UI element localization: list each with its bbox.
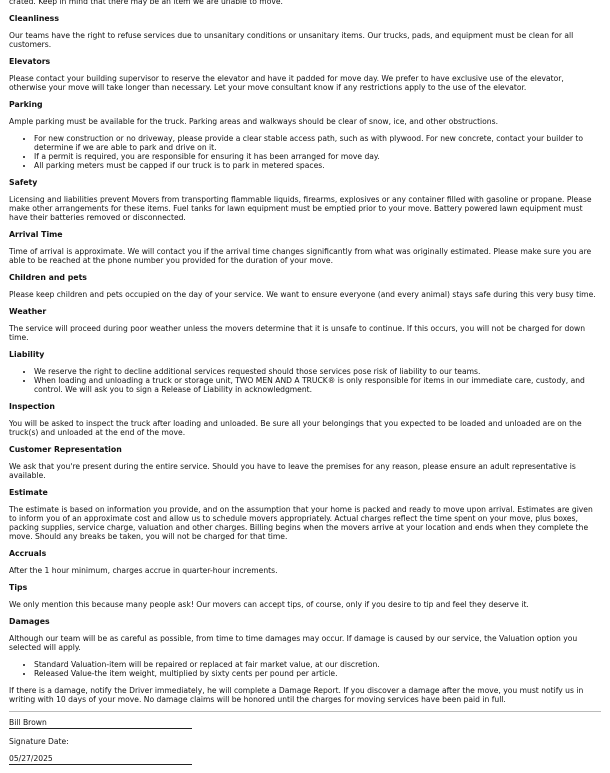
parking-list (9, 134, 601, 170)
list-item: • If a permit is required, you are responsible for ensuring it has been arranged for move day. (34, 152, 601, 161)
signature-date-label: Signature Date: (9, 737, 69, 746)
section-title-estimate: Estimate (9, 488, 48, 497)
damages-note: If there is a damage, notify the Driver immediately, he will complete a Damage Report. If you discover a damage after the move, you must notify us in writing with 10 days of your move. No damage claims will be honored until the charges for moving services have been paid in full. (9, 686, 584, 704)
list-item: • Standard Valuation-item will be repaired or replaced at fair market value, at our discretion. (34, 660, 601, 669)
list-item: • For new construction or no driveway, please provide a clear stable access path, such as with plywood. For new concrete, contact your builder to determine if we are able to park and drive on it. (34, 134, 601, 152)
section-title-damages: Damages (9, 617, 50, 626)
list-item: • All parking meters must be capped if our truck is to park in metered spaces. (34, 161, 601, 170)
liability-list (9, 367, 601, 394)
section-text-parking: Ample parking must be available for the truck. Parking areas and walkways should be clear of snow, ice, and other obstructions. (9, 117, 498, 126)
section-text-customer-representation: We ask that you're present during the entire service. Should you have to leave the premises for any reason, please ensure an adult representative is available. (9, 462, 576, 480)
signature-date: 05/27/2025 (9, 754, 192, 765)
section-text-cleanliness: Our teams have the right to refuse services due to unsanitary conditions or unsanitary items. Our trucks, pads, and equipment must be clean for all customers. (9, 31, 574, 49)
section-title-tips: Tips (9, 583, 28, 592)
section-title-children-pets: Children and pets (9, 273, 87, 282)
section-text-weather: The service will proceed during poor weather unless the movers determine that it is unsafe to continue. If this occurs, you will not be charged for down time. (9, 324, 586, 342)
divider (9, 711, 601, 712)
section-title-arrival-time: Arrival Time (9, 230, 63, 239)
section-title-parking: Parking (9, 100, 43, 109)
signature-name: Bill Brown (9, 718, 192, 729)
section-title-cleanliness: Cleanliness (9, 14, 59, 23)
section-text-inspection: You will be asked to inspect the truck after loading and unloaded. Be sure all your belongings that you expected to be loaded and unloaded are on the truck(s) and unloaded at the end of the move. (9, 419, 582, 437)
terms-content (9, 0, 601, 773)
section-title-customer-representation: Customer Representation (9, 445, 122, 454)
section-text-damages: Although our team will be as careful as possible, from time to time damages may occur. If damage is caused by our service, the Valuation option you selected will apply. (9, 634, 578, 652)
section-title-inspection: Inspection (9, 402, 55, 411)
section-text-estimate: The estimate is based on information you provide, and on the assumption that your home is packed and ready to move upon arrival. Estimates are given to inform you of an approximate cost and allow us to schedule movers appropriately. Actual charges reflect the time spent on your move, plus boxes, packing supplies, service charge, valuation and other charges. Billing begins when the movers arrive at your location and ends when they complete the move. Should any breaks be taken, you will not be charged for that time. (9, 505, 593, 541)
section-text-accruals: After the 1 hour minimum, charges accrue in quarter-hour increments. (9, 566, 278, 575)
section-text-elevators: Please contact your building supervisor to reserve the elevator and have it padded for move day. We prefer to have exclusive use of the elevator, otherwise your move will take longer than necessary. Let your move consultant know if any restrictions apply to the use of the elevator. (9, 74, 564, 92)
section-text-arrival-time: Time of arrival is approximate. We will contact you if the arrival time changes significantly from what was originally estimated. Please make sure you are able to be reached at the phone number you provided for the duration of your move. (9, 247, 592, 265)
section-title-weather: Weather (9, 307, 47, 316)
list-item: • When loading and unloading a truck or storage unit, TWO MEN AND A TRUCK® is only responsible for items in our immediate care, custody, and control. We will ask you to sign a Release of Liability in acknowledgment. (34, 376, 601, 394)
section-text-safety: Licensing and liabilities prevent Movers from transporting flammable liquids, firearms, explosives or any container filled with gasoline or propane. Please make other arrangements for these items. Fuel tanks for lawn equipment must be emptied prior to your move. Battery powered lawn equipment must have their batteries removed or disconnected. (9, 195, 592, 222)
list-item: • We reserve the right to decline additional services requested should those services pose risk of liability to our teams. (34, 367, 601, 376)
section-text-tips: We only mention this because many people ask! Our movers can accept tips, of course, only if you desire to tip and feel they deserve it. (9, 600, 529, 609)
section-title-elevators: Elevators (9, 57, 51, 66)
intro-text: crated. Keep in mind that there may be an item we are unable to move. (9, 0, 283, 6)
section-title-safety: Safety (9, 178, 38, 187)
section-text-children-pets: Please keep children and pets occupied on the day of your service. We want to ensure everyone (and every animal) stays safe during this very busy time. (9, 290, 596, 299)
damages-list (9, 660, 601, 678)
section-title-liability: Liability (9, 350, 45, 359)
section-title-accruals: Accruals (9, 549, 47, 558)
list-item: • Released Value-the item weight, multiplied by sixty cents per pound per article. (34, 669, 601, 678)
